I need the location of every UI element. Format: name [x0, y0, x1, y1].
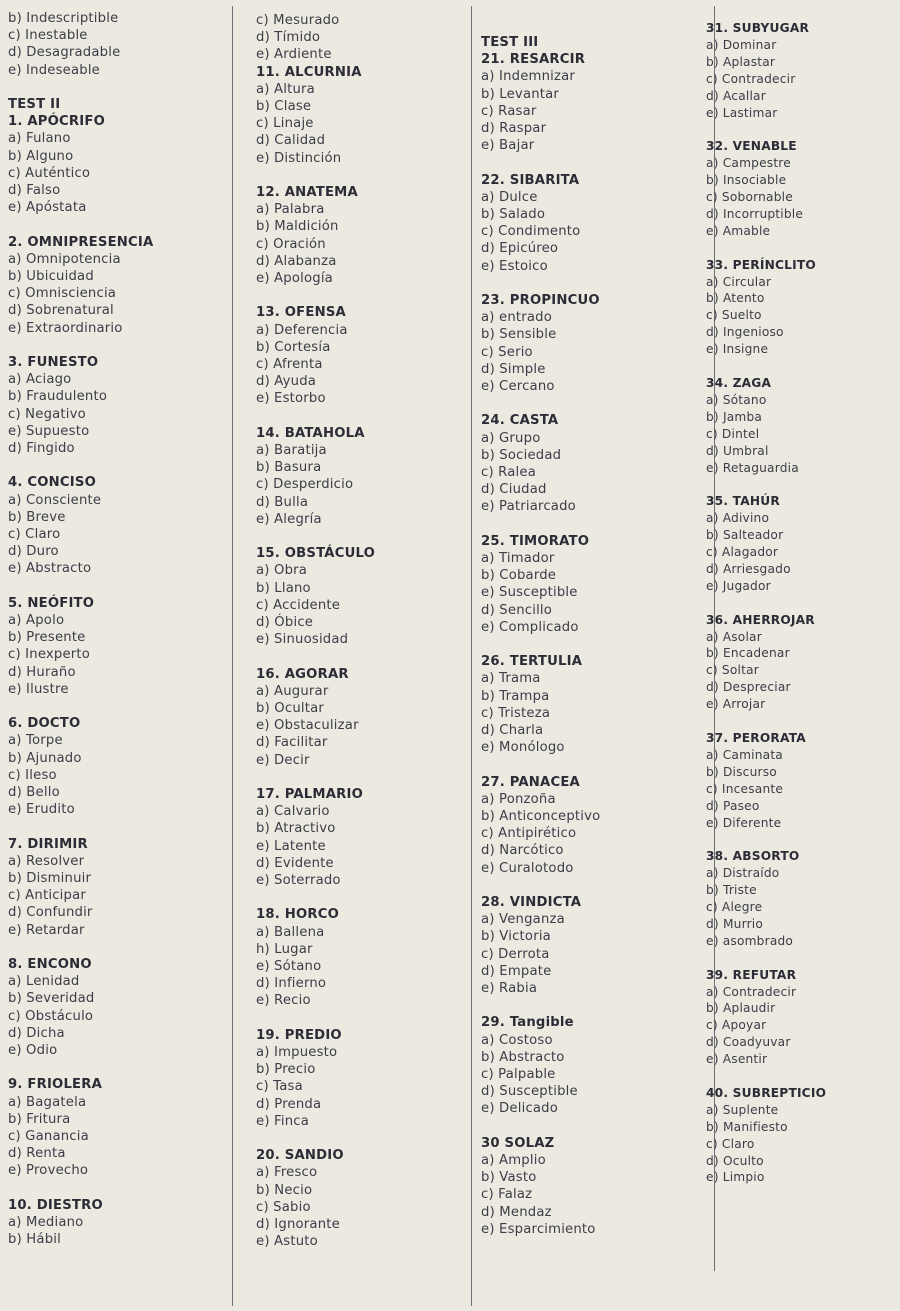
question-heading: 34. ZAGA [706, 375, 772, 390]
answer-option: b) Clase [256, 99, 312, 115]
question-heading: TEST III [481, 35, 539, 50]
answer-option: c) Suelto [706, 308, 762, 323]
question-heading: 2. OMNIPRESENCIA [8, 234, 154, 250]
answer-option: c) Claro [706, 1136, 755, 1151]
spacer [256, 1130, 461, 1147]
answer-option: e) Susceptible [481, 585, 578, 601]
answer-option: e) Arrojar [706, 697, 766, 712]
spacer [256, 528, 461, 545]
column-divider-2 [471, 6, 472, 1306]
answer-option: d) Óbice [256, 615, 314, 631]
answer-option: b) Atento [706, 291, 765, 306]
answer-option: c) Omnisciencia [8, 286, 117, 302]
question-heading: 24. CASTA [481, 413, 559, 429]
answer-option: b) Encadenar [706, 646, 790, 661]
answer-option: a) Circular [706, 274, 772, 289]
answer-option: d) Facilitar [256, 735, 328, 751]
answer-option: c) Accidente [256, 597, 341, 613]
answer-option: a) Palabra [256, 202, 325, 218]
question-heading: TEST II [8, 97, 61, 112]
answer-option: e) Limpio [706, 1170, 765, 1185]
answer-option: d) Sobrenatural [8, 303, 114, 319]
spacer [706, 240, 896, 257]
spacer [256, 1010, 461, 1027]
answer-option: e) Decir [256, 752, 310, 768]
answer-option: d) Ayuda [256, 374, 317, 390]
answer-option: e) Bajar [481, 138, 535, 154]
answer-option: h) Lugar [256, 941, 313, 957]
answer-option: b) Ajunado [8, 750, 82, 766]
spacer [256, 889, 461, 906]
answer-option: c) Negativo [8, 406, 86, 422]
answer-option: d) Narcótico [481, 843, 564, 859]
answer-option: d) Tímido [256, 30, 321, 46]
column-1 [8, 10, 223, 1248]
answer-option: a) Omnipotencia [8, 251, 121, 267]
spacer [706, 713, 896, 730]
answer-option: b) Victoria [481, 929, 551, 945]
spacer [481, 877, 706, 894]
answer-option: c) Obstáculo [8, 1008, 94, 1024]
answer-option: d) Raspar [481, 121, 547, 137]
question-heading: 4. CONCISO [8, 475, 96, 491]
answer-option: b) Alguno [8, 148, 74, 164]
question-heading: 28. VINDICTA [481, 895, 582, 911]
answer-option: e) Sótano [256, 959, 322, 975]
answer-option: a) Consciente [8, 492, 102, 508]
spacer [481, 275, 706, 292]
answer-option: b) Manifiesto [706, 1119, 788, 1134]
answer-option: b) Breve [8, 509, 66, 525]
spacer [8, 1180, 223, 1197]
answer-option: e) Sinuosidad [256, 632, 349, 648]
question-heading: 38. ABSORTO [706, 849, 800, 864]
answer-option: c) Sabio [256, 1199, 311, 1215]
answer-option: e) Alegría [256, 511, 322, 527]
answer-option: e) Erudito [8, 802, 75, 818]
answer-option: d) Ingenioso [706, 325, 784, 340]
question-heading: 39. REFUTAR [706, 967, 797, 982]
answer-option: b) Discurso [706, 764, 777, 779]
answer-option: b) Presente [8, 630, 86, 646]
answer-option: b) Sociedad [481, 447, 562, 463]
answer-option: a) Impuesto [256, 1045, 338, 1061]
spacer [256, 648, 461, 665]
question-heading: 33. PERÍNCLITO [706, 257, 816, 272]
answer-option: d) Murrio [706, 916, 764, 931]
answer-option: c) Condimento [481, 224, 581, 240]
answer-option: e) Retaguardia [706, 460, 799, 475]
answer-option: e) Diferente [706, 815, 782, 830]
question-heading: 18. HORCO [256, 907, 340, 923]
answer-option: c) Falaz [481, 1187, 533, 1203]
question-heading: 21. RESARCIR [481, 52, 586, 68]
spacer [481, 154, 706, 171]
answer-option: b) Salteador [706, 528, 784, 543]
question-heading: 17. PALMARIO [256, 787, 364, 803]
answer-option: c) Ralea [481, 465, 537, 481]
answer-option: a) Caminata [706, 747, 783, 762]
question-heading: 3. FUNESTO [8, 355, 99, 371]
answer-option: e) Ardiente [256, 47, 332, 63]
answer-option: b) Salado [481, 207, 546, 223]
answer-option: a) Amplio [481, 1153, 546, 1169]
answer-option: d) Sencillo [481, 602, 553, 618]
answer-option: b) Jamba [706, 409, 763, 424]
question-heading: 31. SUBYUGAR [706, 21, 810, 35]
answer-option: a) Aciago [8, 372, 72, 388]
answer-option: e) Complicado [481, 619, 579, 635]
spacer [8, 79, 223, 96]
answer-option: e) asombrado [706, 933, 794, 948]
answer-option: a) Suplente [706, 1102, 779, 1117]
answer-option: d) Susceptible [481, 1084, 578, 1100]
answer-option: c) Alegre [706, 900, 763, 915]
answer-option: c) Apoyar [706, 1018, 767, 1033]
answer-option: e) Asentir [706, 1052, 768, 1067]
answer-option: d) Ignorante [256, 1217, 340, 1233]
answer-option: e) Esparcimiento [481, 1221, 596, 1237]
spacer [8, 698, 223, 715]
answer-option: d) Desagradable [8, 45, 121, 61]
answer-option: d) Empate [481, 963, 552, 979]
answer-option: e) Astuto [256, 1234, 318, 1250]
answer-option: c) Soltar [706, 663, 759, 678]
answer-option: c) Derrota [481, 946, 550, 962]
answer-option: b) Sensible [481, 327, 557, 343]
answer-option: b) Anticonceptivo [481, 809, 601, 825]
answer-option: e) Finca [256, 1113, 310, 1129]
spacer [706, 831, 896, 848]
answer-option: d) Prenda [256, 1096, 322, 1112]
answer-option: a) Ponzoña [481, 791, 556, 807]
question-heading: 8. ENCONO [8, 957, 92, 973]
answer-option: b) Cortesía [256, 339, 331, 355]
answer-option: e) Odio [8, 1043, 58, 1059]
question-heading: 27. PANACEA [481, 774, 580, 790]
answer-option: c) Sobornable [706, 190, 793, 205]
spacer [8, 216, 223, 233]
answer-option: e) Retardar [8, 922, 85, 938]
answer-option: e) Patriarcado [481, 499, 576, 515]
answer-option: d) Duro [8, 544, 59, 560]
answer-option: b) Severidad [8, 991, 95, 1007]
answer-option: e) Estorbo [256, 391, 326, 407]
answer-option: a) entrado [481, 310, 553, 326]
answer-option: b) Basura [256, 460, 322, 476]
answer-option: b) Necio [256, 1182, 313, 1198]
answer-option: d) Oculto [706, 1153, 764, 1168]
spacer [256, 769, 461, 786]
answer-option: b) Fraudulento [8, 389, 108, 405]
answer-option: b) Triste [706, 883, 757, 898]
question-heading: 10. DIESTRO [8, 1197, 103, 1213]
spacer [481, 395, 706, 412]
answer-option: d) Paseo [706, 798, 760, 813]
answer-option: d) Coadyuvar [706, 1035, 791, 1050]
question-heading: 16. AGORAR [256, 666, 349, 682]
answer-option: c) Alagador [706, 545, 779, 560]
answer-option: c) Desperdicio [256, 477, 354, 493]
question-heading: 40. SUBREPTICIO [706, 1085, 827, 1100]
spacer [706, 121, 896, 138]
answer-option: b) Ocultar [256, 701, 325, 717]
column-divider-1 [232, 6, 233, 1306]
answer-option: c) Incesante [706, 781, 784, 796]
answer-option: c) Anticipar [8, 888, 86, 904]
spacer [481, 636, 706, 653]
answer-option: d) Alabanza [256, 253, 337, 269]
answer-option: a) Deferencia [256, 322, 348, 338]
answer-option: e) Lastimar [706, 105, 778, 120]
answer-option: c) Mesurado [256, 13, 340, 28]
question-heading: 36. AHERROJAR [706, 612, 815, 627]
answer-option: d) Dicha [8, 1025, 65, 1041]
answer-option: e) Estoico [481, 258, 548, 274]
answer-option: d) Evidente [256, 855, 334, 871]
answer-option: a) Asolar [706, 629, 762, 644]
answer-option: b) Abstracto [481, 1049, 565, 1065]
question-heading: 35. TAHÚR [706, 494, 780, 509]
answer-option: d) Confundir [8, 905, 93, 921]
answer-option: e) Monólogo [481, 740, 565, 756]
question-heading: 1. APÓCRIFO [8, 114, 106, 130]
answer-option: e) Obstaculizar [256, 718, 359, 734]
answer-option: b) Cobarde [481, 568, 557, 584]
column-3 [481, 34, 706, 1238]
answer-option: a) Fulano [8, 131, 71, 147]
answer-option: a) Altura [256, 81, 315, 97]
answer-option: c) Linaje [256, 116, 314, 132]
answer-option: d) Umbral [706, 443, 769, 458]
question-heading: 20. SANDIO [256, 1148, 344, 1164]
spacer [706, 476, 896, 493]
answer-option: e) Cercano [481, 379, 555, 395]
answer-option: d) Calidad [256, 133, 326, 149]
answer-option: a) Trama [481, 671, 541, 687]
answer-option: b) Maldición [256, 219, 339, 235]
spacer [8, 1059, 223, 1076]
answer-option: b) Ubicuidad [8, 269, 94, 285]
answer-option: a) Costoso [481, 1032, 553, 1048]
answer-option: d) Huraño [8, 664, 76, 680]
answer-option: b) Vasto [481, 1170, 537, 1186]
spacer [706, 1068, 896, 1085]
answer-option: d) Ciudad [481, 482, 547, 498]
spacer [481, 756, 706, 773]
answer-option: a) Fresco [256, 1165, 318, 1181]
answer-option: a) Distraído [706, 866, 780, 881]
answer-option: b) Atractivo [256, 821, 336, 837]
answer-option: b) Fritura [8, 1111, 71, 1127]
answer-option: e) Soterrado [256, 873, 341, 889]
answer-option: b) Disminuir [8, 871, 92, 887]
answer-option: e) Jugador [706, 578, 771, 593]
answer-option: a) Baratija [256, 443, 327, 459]
answer-option: e) Curalotodo [481, 860, 574, 876]
question-heading: 23. PROPINCUO [481, 293, 600, 309]
column-2 [256, 12, 461, 1250]
answer-option: e) Apología [256, 271, 333, 287]
answer-option: e) Indeseable [8, 62, 100, 78]
spacer [706, 595, 896, 612]
answer-option: e) Recio [256, 993, 311, 1009]
answer-option: a) Apolo [8, 613, 65, 629]
answer-option: d) Acallar [706, 88, 766, 103]
answer-option: d) Charla [481, 723, 544, 739]
spacer [8, 337, 223, 354]
answer-option: d) Despreciar [706, 680, 791, 695]
answer-option: e) Distinción [256, 150, 342, 166]
question-heading: 19. PREDIO [256, 1027, 342, 1043]
spacer [8, 578, 223, 595]
question-heading: 13. OFENSA [256, 305, 346, 321]
answer-option: e) Amable [706, 223, 771, 238]
answer-option: e) Supuesto [8, 423, 90, 439]
question-heading: 6. DOCTO [8, 716, 81, 732]
answer-option: d) Incorruptible [706, 206, 804, 221]
question-heading: 14. BATAHOLA [256, 425, 365, 441]
answer-option: b) Aplaudir [706, 1001, 776, 1016]
answer-option: c) Dintel [706, 426, 760, 441]
question-heading: 25. TIMORATO [481, 533, 590, 549]
answer-option: d) Bulla [256, 494, 309, 510]
spacer [256, 287, 461, 304]
answer-option: a) Lenidad [8, 974, 80, 990]
answer-option: a) Calvario [256, 804, 330, 820]
answer-option: a) Venganza [481, 912, 565, 928]
answer-option: a) Adivino [706, 511, 770, 526]
answer-option: a) Indemnizar [481, 69, 576, 85]
answer-option: c) Antipirético [481, 826, 577, 842]
answer-option: c) Contradecir [706, 71, 796, 86]
question-heading: 32. VENABLE [706, 139, 797, 154]
answer-option: b) Trampa [481, 688, 550, 704]
answer-option: b) Aplastar [706, 54, 776, 69]
answer-option: c) Inexperto [8, 647, 91, 663]
answer-option: c) Claro [8, 527, 61, 543]
answer-option: c) Rasar [481, 103, 537, 119]
answer-option: a) Dulce [481, 189, 538, 205]
answer-option: b) Llano [256, 580, 311, 596]
answer-option: a) Resolver [8, 853, 85, 869]
question-heading: 30 SOLAZ [481, 1135, 555, 1151]
answer-option: a) Bagatela [8, 1094, 87, 1110]
answer-option: a) Mediano [8, 1215, 84, 1231]
answer-option: e) Apóstata [8, 200, 87, 216]
answer-option: c) Tristeza [481, 705, 551, 721]
spacer [256, 408, 461, 425]
answer-option: d) Epicúreo [481, 241, 559, 257]
answer-option: e) Latente [256, 838, 326, 854]
question-heading: 22. SIBARITA [481, 172, 580, 188]
answer-option: a) Grupo [481, 430, 541, 446]
answer-option: d) Fingido [8, 441, 75, 457]
question-heading: 29. Tangible [481, 1015, 574, 1031]
answer-option: d) Infierno [256, 976, 327, 992]
question-heading: 37. PERORATA [706, 730, 806, 745]
spacer [256, 167, 461, 184]
answer-option: a) Dominar [706, 37, 777, 52]
answer-option: b) Indescriptible [8, 11, 119, 26]
answer-option: a) Sótano [706, 392, 767, 407]
answer-option: c) Tasa [256, 1079, 303, 1095]
spacer [706, 358, 896, 375]
answer-option: b) Precio [256, 1062, 316, 1078]
question-heading: 5. NEÓFITO [8, 595, 95, 611]
answer-option: c) Auténtico [8, 165, 91, 181]
question-heading: 26. TERTULIA [481, 654, 583, 670]
answer-option: c) Palpable [481, 1067, 556, 1083]
answer-option: a) Campestre [706, 156, 791, 171]
answer-option: b) Insociable [706, 173, 787, 188]
answer-option: a) Ballena [256, 924, 325, 940]
answer-option: c) Inestable [8, 28, 88, 44]
question-heading: 12. ANATEMA [256, 185, 358, 201]
column-4 [706, 20, 896, 1186]
question-heading: 11. ALCURNIA [256, 64, 362, 80]
answer-option: b) Hábil [8, 1232, 62, 1248]
answer-option: e) Provecho [8, 1163, 89, 1179]
spacer [8, 939, 223, 956]
answer-option: d) Simple [481, 361, 546, 377]
answer-option: c) Serio [481, 344, 533, 360]
spacer [481, 516, 706, 533]
spacer [481, 1118, 706, 1135]
answer-option: a) Contradecir [706, 984, 797, 999]
answer-option: d) Renta [8, 1146, 66, 1162]
question-heading: 15. OBSTÁCULO [256, 546, 376, 562]
answer-option: b) Levantar [481, 86, 560, 102]
question-heading: 7. DIRIMIR [8, 836, 88, 852]
answer-option: e) Delicado [481, 1101, 559, 1117]
answer-option: e) Ilustre [8, 681, 69, 697]
answer-option: c) Oración [256, 236, 326, 252]
answer-option: e) Insigne [706, 342, 769, 357]
answer-option: e) Rabia [481, 981, 538, 997]
answer-option: c) Ganancia [8, 1129, 89, 1145]
answer-option: a) Torpe [8, 733, 63, 749]
answer-option: e) Abstracto [8, 561, 92, 577]
answer-option: a) Timador [481, 551, 555, 567]
answer-option: d) Falso [8, 183, 61, 199]
spacer [8, 818, 223, 835]
answer-option: e) Extraordinario [8, 320, 123, 336]
spacer [481, 997, 706, 1014]
answer-option: d) Mendaz [481, 1204, 552, 1220]
question-heading: 9. FRIOLERA [8, 1077, 103, 1093]
answer-option: c) Ileso [8, 767, 57, 783]
spacer [706, 950, 896, 967]
answer-option: a) Obra [256, 563, 308, 579]
answer-option: d) Arriesgado [706, 561, 791, 576]
answer-option: a) Augurar [256, 683, 329, 699]
spacer [8, 457, 223, 474]
answer-option: d) Bello [8, 785, 60, 801]
answer-option: c) Afrenta [256, 357, 323, 373]
